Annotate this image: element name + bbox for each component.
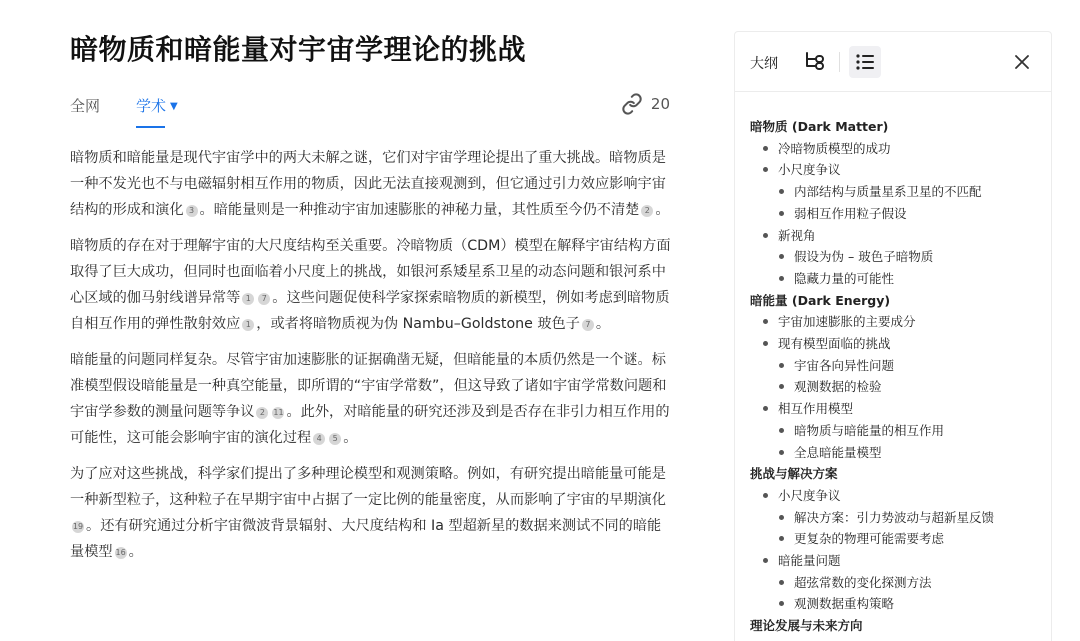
citation-badge[interactable]: 1 (242, 293, 254, 305)
outline-item[interactable]: 全息暗能量模型 (750, 442, 1050, 464)
citation-badge[interactable]: 2 (256, 407, 268, 419)
outline-item[interactable]: 宇宙各向异性问题 (750, 355, 1050, 377)
outline-panel (734, 31, 1052, 641)
paragraph-text: 为了应对这些挑战，科学家们提出了多种理论模型和观测策略。例如，有研究提出暗能量可能是一种新型粒子，这种粒子在早期宇宙中占据了一定比例的能量密度，从而影响了宇宙的早期演化 (70, 466, 666, 508)
outline-item[interactable]: 现有模型面临的挑战 (750, 333, 1050, 355)
paragraph-text: 暗物质和暗能量是现代宇宙学中的两大未解之谜，它们对宇宙学理论提出了重大挑战。暗物质是一种不发光也不与电磁辐射相互作用的物质，因此无法直接观测到，但它通过引力效应影响宇宙结构的形成和演化 (70, 150, 666, 218)
citation-badge[interactable]: 3 (186, 205, 198, 217)
divider (839, 52, 840, 72)
tab-active-indicator (136, 126, 165, 128)
article-paragraph (70, 145, 672, 223)
outline-item[interactable]: 暗物质与暗能量的相互作用 (750, 420, 1050, 442)
close-icon[interactable] (1013, 53, 1031, 71)
outline-item[interactable]: 暗能量问题 (750, 550, 1050, 572)
article-body (70, 145, 672, 575)
outline-item[interactable]: 假设为伪 – 玻色子暗物质 (750, 246, 1050, 268)
outline-header (735, 32, 1051, 92)
outline-title: 大纲 (750, 56, 778, 72)
outline-item[interactable]: 更复杂的物理可能需要考虑 (750, 528, 1050, 550)
outline-item[interactable]: 解决方案：引力势波动与超新星反馈 (750, 507, 1050, 529)
mindmap-icon[interactable] (803, 50, 827, 74)
paragraph-text: 。暗能量则是一种推动宇宙加速膨胀的神秘力量，其性质至今仍不清楚 (199, 202, 640, 218)
paragraph-text: 暗物质的存在对于理解宇宙的大尺度结构至关重要。冷暗物质（CDM）模型在解释宇宙结构方面取得了巨大成功，但同时也面临着小尺度上的挑战，如银河系矮星系卫星的动态问题和银河系中心区域的伽马射线谱异常等 (70, 238, 671, 306)
outline-item[interactable]: 宇宙加速膨胀的主要成分 (750, 311, 1050, 333)
paragraph-text: 。还有研究通过分析宇宙微波背景辐射、大尺度结构和 Ia 型超新星的数据来测试不同的暗能量模型 (70, 518, 662, 560)
page-title: 暗物质和暗能量对宇宙学理论的挑战 (70, 33, 527, 66)
outline-item[interactable]: 超弦常数的变化探测方法 (750, 572, 1050, 594)
outline-item[interactable]: 新视角 (750, 225, 1050, 247)
citation-badge[interactable]: 4 (313, 433, 325, 445)
link-icon (621, 93, 643, 115)
tab-academic-label: 学术 (136, 97, 167, 115)
outline-section[interactable]: 暗物质 (Dark Matter) (750, 119, 889, 134)
paragraph-text: ，或者将暗物质视为伪 Nambu–Goldstone 玻色子 (256, 316, 580, 332)
source-count: 20 (650, 95, 670, 113)
outline-item[interactable]: 内部结构与质量星系卫星的不匹配 (750, 181, 1050, 203)
citation-badge[interactable]: 7 (582, 319, 594, 331)
citation-badge[interactable]: 19 (72, 522, 84, 531)
citation-badge[interactable]: 1 (242, 319, 254, 331)
citation-badge[interactable]: 7 (258, 293, 270, 305)
paragraph-text: 。 (595, 316, 611, 332)
paragraph-text: 。 (128, 544, 143, 560)
caret-down-icon: ▼ (170, 101, 178, 112)
list-icon (855, 52, 875, 72)
paragraph-text: 。这些问题促使科学家探索暗物质的新模型，例如考虑到暗物质自相互作用的弹性散射效应 (70, 290, 670, 332)
article-paragraph (70, 347, 672, 451)
outline-item[interactable]: 冷暗物质模型的成功 (750, 138, 1050, 160)
tab-all[interactable]: 全网 (70, 97, 101, 115)
paragraph-text: 。 (655, 202, 670, 218)
sources-button[interactable] (621, 93, 670, 115)
article-paragraph (70, 461, 672, 565)
source-tabs (70, 95, 670, 131)
outline-item[interactable]: 隐藏力量的可能性 (750, 268, 1050, 290)
article-paragraph (70, 233, 672, 337)
outline-item[interactable]: 小尺度争议 (750, 159, 1050, 181)
outline-item[interactable]: 弱相互作用粒子假设 (750, 203, 1050, 225)
outline-section[interactable]: 理论发展与未来方向 (750, 618, 863, 634)
outline-item[interactable]: 观测数据重构策略 (750, 593, 1050, 615)
outline-item[interactable]: 小尺度争议 (750, 485, 1050, 507)
outline-item[interactable]: 相互作用模型 (750, 398, 1050, 420)
citation-badge[interactable]: 16 (115, 548, 126, 557)
list-view-button[interactable] (849, 46, 881, 78)
outline-tree (750, 116, 1050, 637)
citation-badge[interactable]: 2 (641, 205, 653, 217)
outline-item[interactable]: 观测数据的检验 (750, 376, 1050, 398)
citation-badge[interactable]: 11 (273, 408, 284, 417)
paragraph-text: 暗能量的问题同样复杂。尽管宇宙加速膨胀的证据确凿无疑，但暗能量的本质仍然是一个谜。标准模型假设暗能量是一种真空能量，即所谓的“宇宙学常数”，但这导致了诸如宇宙学常数问题和宇宙学参数的测量问题等争议 (70, 352, 667, 420)
citation-badge[interactable]: 5 (329, 433, 341, 445)
outline-section[interactable]: 暗能量 (Dark Energy) (750, 292, 891, 308)
paragraph-text: 。 (343, 430, 358, 446)
tab-academic[interactable] (136, 95, 178, 116)
outline-section[interactable]: 挑战与解决方案 (750, 466, 838, 482)
paragraph-text: 。此外，对暗能量的研究还涉及到是否存在非引力相互作用的可能性，这可能会影响宇宙的演化过程 (70, 404, 670, 446)
